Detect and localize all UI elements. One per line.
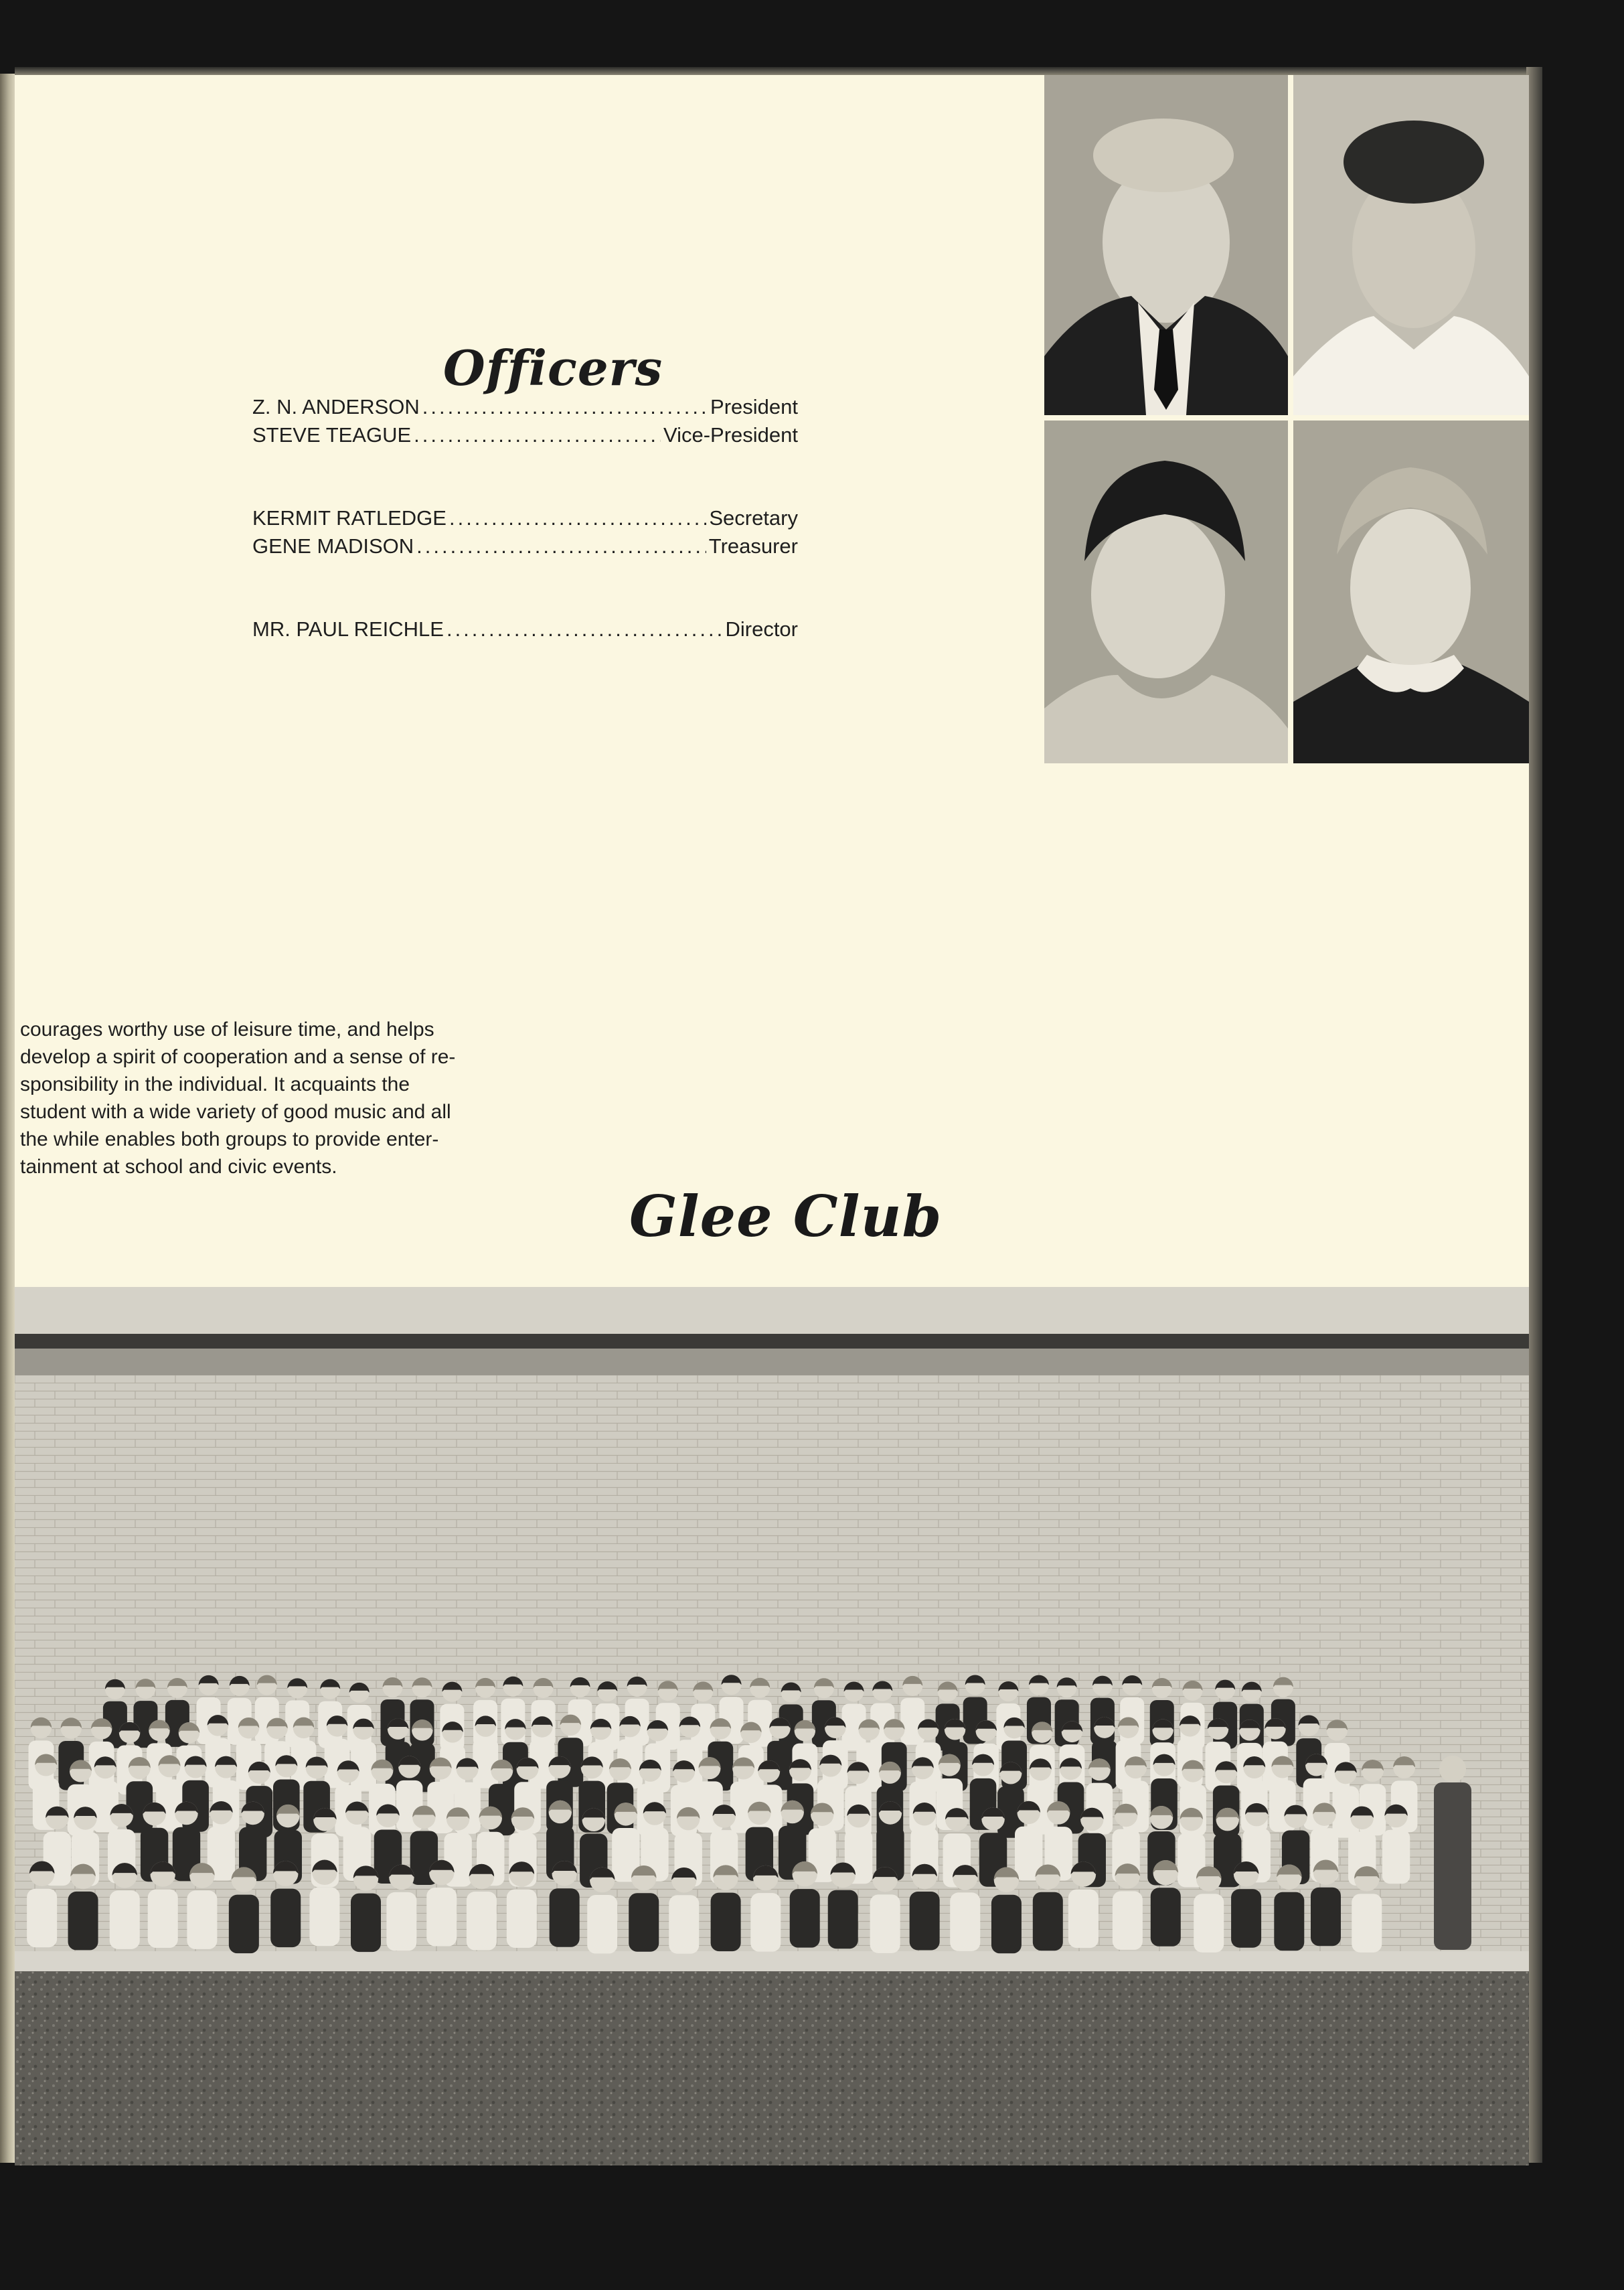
student-figure	[270, 1889, 301, 1948]
student-figure	[669, 1895, 699, 1954]
student-figure	[1068, 1890, 1099, 1949]
officer-role: Secretary	[709, 506, 798, 530]
student-figure	[950, 1892, 980, 1951]
description-line: sponsibility in the individual. It acquaints the	[20, 1073, 410, 1095]
officer-role: Treasurer	[708, 534, 798, 558]
officer-row	[252, 506, 798, 534]
director-head	[1439, 1756, 1466, 1782]
officer-role: President	[710, 395, 798, 418]
portrait-photo	[1293, 421, 1529, 763]
student-figure	[587, 1895, 617, 1954]
officer-role: Director	[725, 617, 798, 641]
student-figure	[550, 1888, 580, 1947]
officer-name: MR. PAUL REICHLE	[252, 617, 444, 641]
student-figure	[1151, 1888, 1181, 1947]
officer-name: STEVE TEAGUE	[252, 423, 412, 447]
student-figure	[1274, 1892, 1304, 1951]
officer-row	[252, 423, 798, 451]
leader-dots	[446, 617, 723, 641]
student-figure	[828, 1890, 858, 1949]
description-line: the while enables both groups to provide enter-	[20, 1128, 439, 1150]
student-figure	[426, 1888, 457, 1947]
officer-row	[252, 617, 798, 645]
portrait-photo	[1044, 421, 1288, 763]
student-figure	[351, 1894, 381, 1953]
student-figure	[1033, 1892, 1063, 1951]
student-figure	[711, 1893, 741, 1952]
leader-dots	[416, 534, 706, 558]
officer-role: Vice-President	[663, 423, 798, 447]
student-figure	[1113, 1891, 1143, 1950]
student-figure	[1352, 1894, 1382, 1953]
student-figure	[900, 1698, 924, 1745]
student-figure	[629, 1893, 659, 1952]
student-figure	[1311, 1888, 1341, 1947]
officer-row	[252, 534, 798, 562]
officer-portraits	[1044, 75, 1529, 763]
student-figure	[467, 1892, 497, 1951]
student-figure	[27, 1889, 57, 1948]
description-line: develop a spirit of cooperation and a sense of re-	[20, 1046, 456, 1068]
student-figure	[148, 1890, 178, 1949]
student-figure	[110, 1890, 140, 1949]
officer-name: KERMIT RATLEDGE	[252, 506, 446, 530]
description-line: tainment at school and civic events.	[20, 1156, 337, 1178]
student-figure	[507, 1889, 537, 1948]
student-figure	[187, 1890, 217, 1949]
student-figure	[229, 1895, 259, 1954]
student-figure	[790, 1889, 820, 1948]
leader-dots	[414, 423, 661, 447]
leader-dots	[449, 506, 706, 530]
student-figure	[386, 1892, 416, 1951]
officer-list	[252, 395, 798, 645]
student-figure	[1194, 1894, 1224, 1953]
yearbook-page	[15, 75, 1529, 2165]
description-line: courages worthy use of leisure time, and helps	[20, 1018, 434, 1041]
portrait-photo	[1044, 75, 1288, 415]
group-photo	[15, 1287, 1529, 2165]
officer-row	[252, 395, 798, 423]
officer-name: Z. N. ANDERSON	[252, 395, 420, 418]
book-binding	[0, 74, 15, 2163]
officer-name: GENE MADISON	[252, 534, 414, 558]
club-description	[20, 1016, 562, 1180]
officers-heading: Officers	[443, 339, 663, 396]
description-line: student with a wide variety of good music and all	[20, 1101, 451, 1123]
glee-club-heading: Glee Club	[629, 1183, 943, 1249]
student-figure	[309, 1888, 339, 1947]
student-figure	[991, 1895, 1022, 1954]
student-figure	[750, 1893, 781, 1952]
student-figure	[1382, 1830, 1410, 1884]
student-figure	[870, 1894, 900, 1953]
student-figure	[910, 1892, 940, 1951]
director-figure	[1434, 1782, 1471, 1950]
student-figure	[1231, 1889, 1261, 1948]
portrait-photo	[1293, 75, 1529, 415]
leader-dots	[422, 395, 708, 419]
student-figure	[68, 1892, 98, 1951]
